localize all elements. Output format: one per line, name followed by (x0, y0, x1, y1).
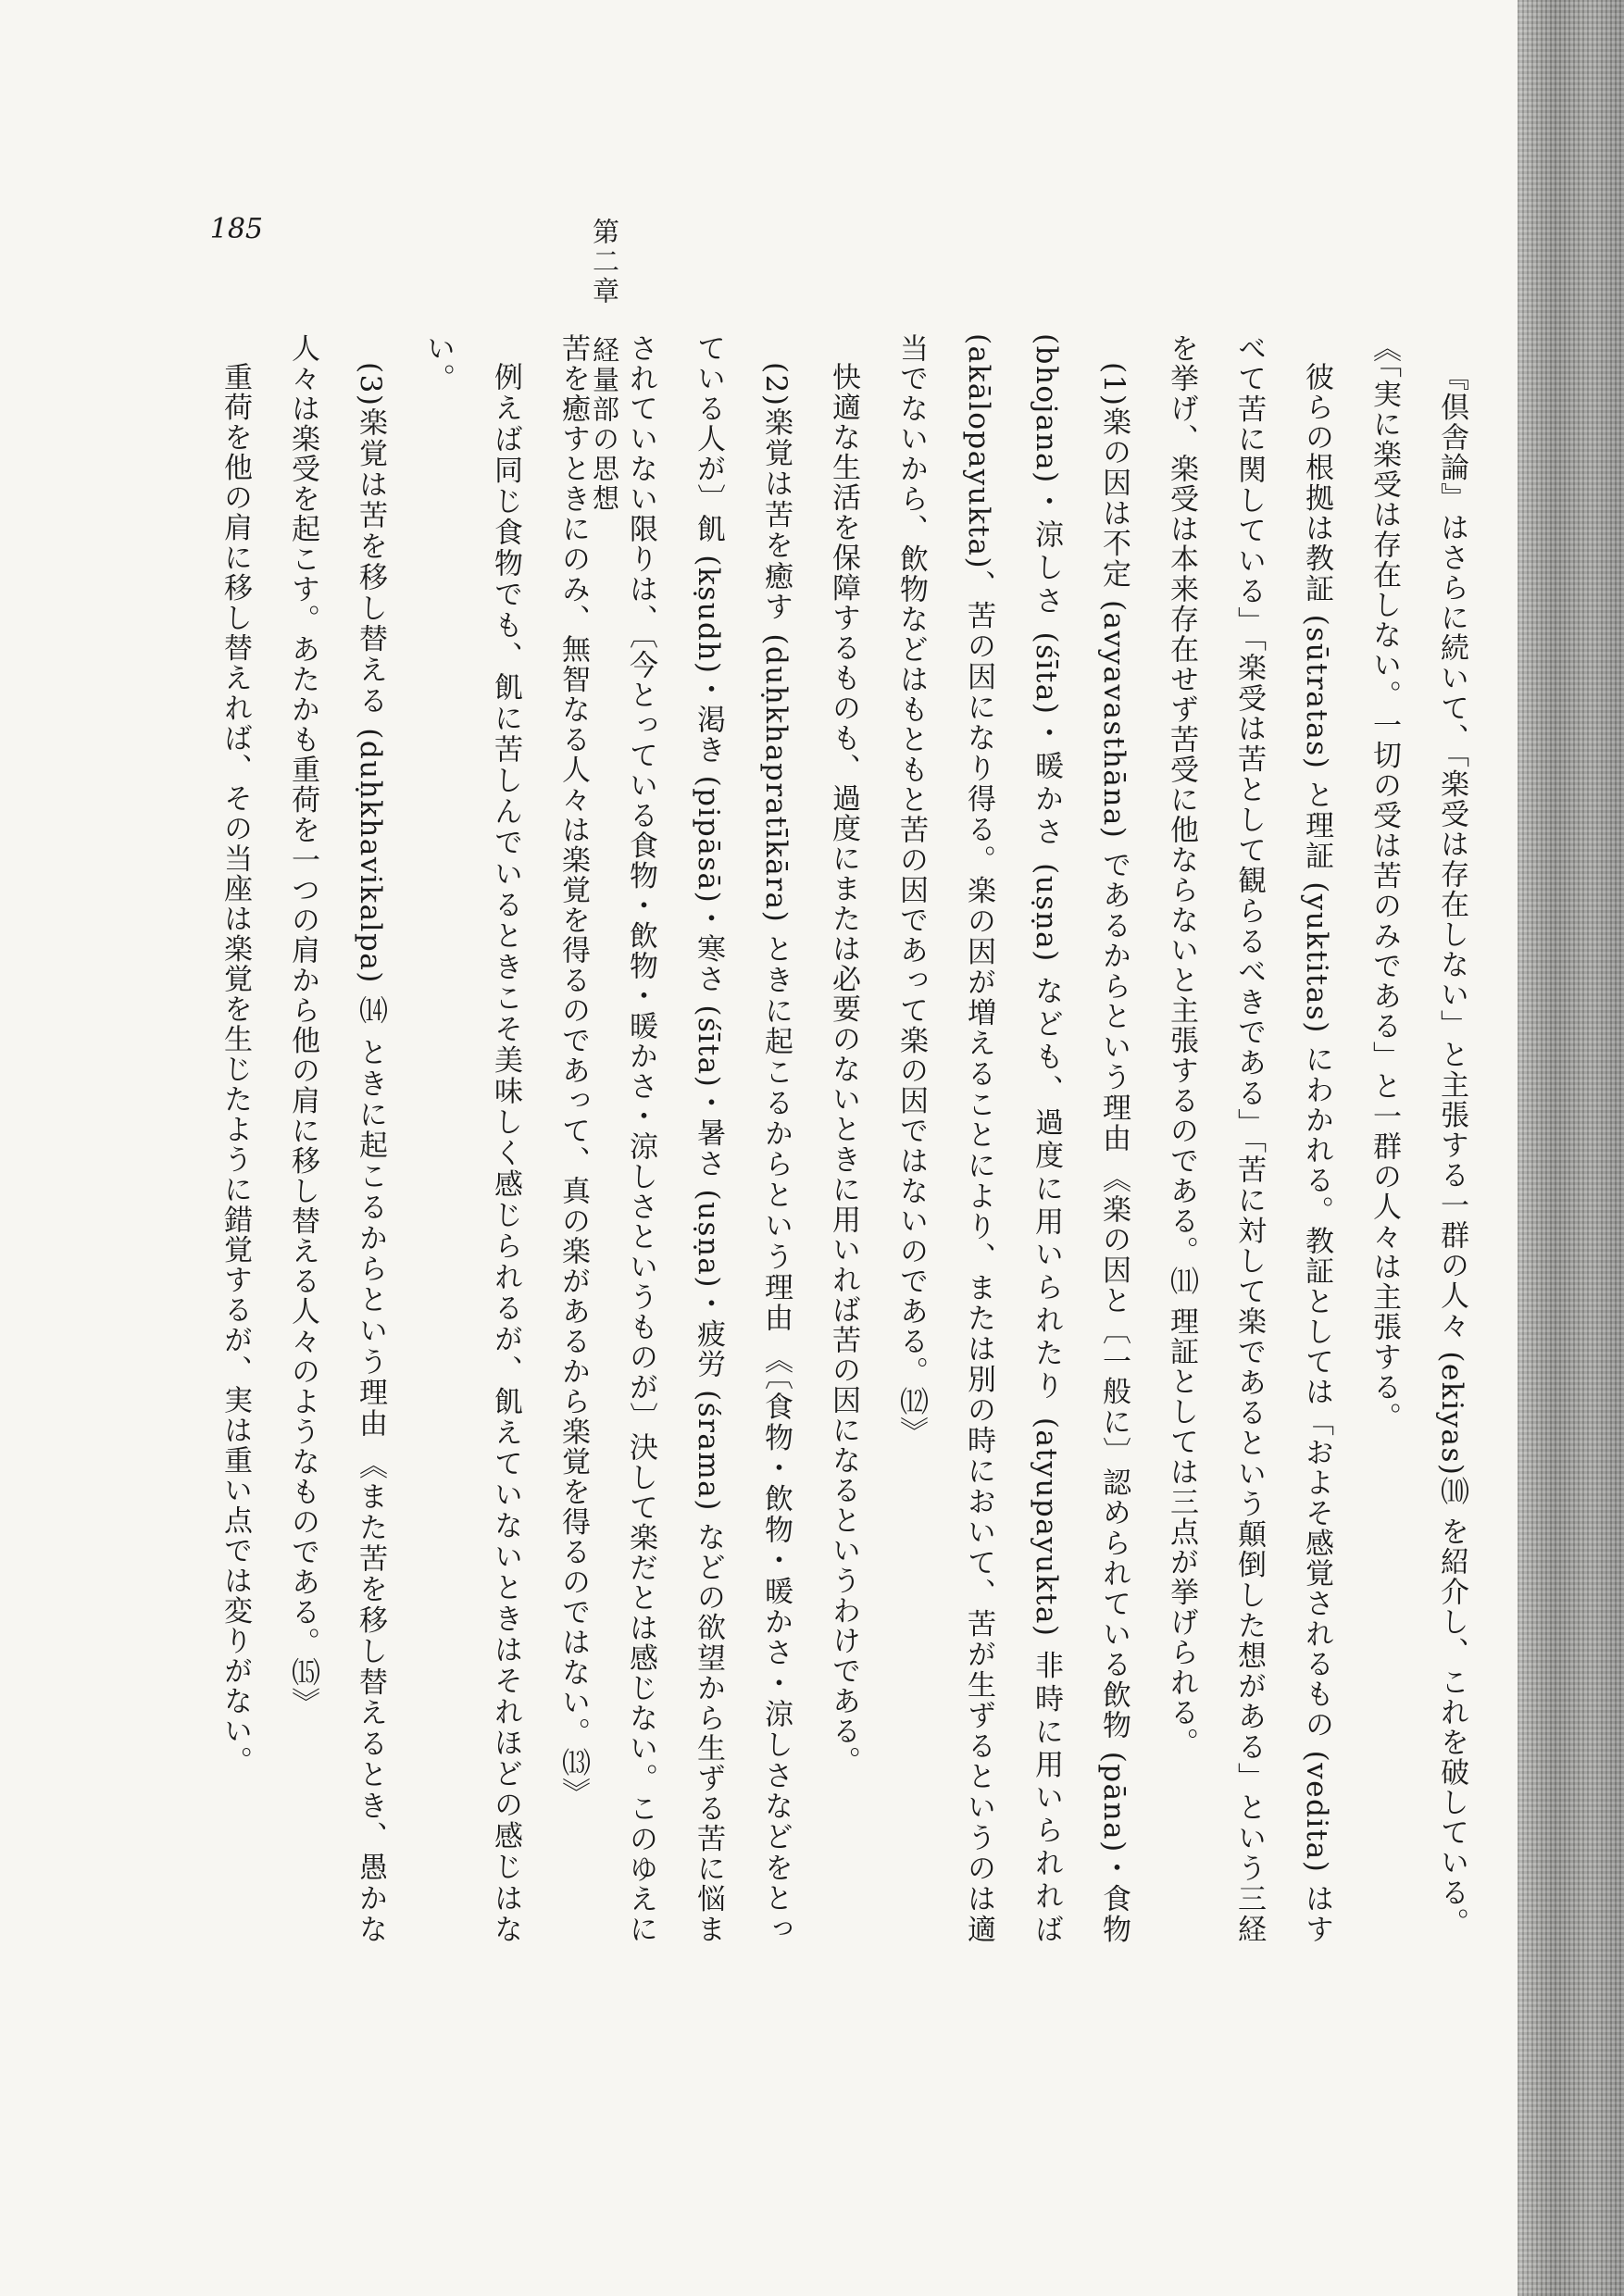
scan-shadow-edge (1518, 0, 1624, 2296)
paragraph: 重荷を他の肩に移し替えれば、その当座は楽覚を生じたように錯覚するが、実は重い点では変りがない。 (219, 362, 252, 1777)
paragraph: 『倶舎論』はさらに続いて、「楽受は存在しない」と主張する一群の人々 (ekiyas)⑽ を紹介し、これを破している。 (1435, 362, 1468, 1939)
paragraph: 彼らの根拠は教証 (sūtratas) と理証 (yuktitas) にわかれる。教証としては「およそ感覚されるもの (vedita) はすべて苦に関している」「楽受は苦として観らるべきである」「苦に対して楽であるという顛倒した想がある」という三経を挙げ、楽受は本来存在せず苦受に他ならないと主張するのである。⑾ 理証としては三点が挙げられる。 (1165, 333, 1333, 1944)
paragraph: (1)楽の因は不定 (avyavasthāna) であるからという理由 《楽の因と〔一般に〕認められている飲物 (pāna)・食物 (bhojana)・涼しさ (śīta)・暖かさ (uṣṇa) なども、過度に用いられたり (atyupayukta) 非時に用いられれば (akālopayukta)、苦の因になり得る。楽の因が増えることにより、または別の時において、苦が生ずるというのは適当でないから、飲物などはもともと苦の因であって楽の因ではないのである。⑿》 (894, 333, 1131, 1944)
paragraph: (2)楽覚は苦を癒す (duḥkhapratīkāra) ときに起こるからという理由 《〔食物・飲物・暖かさ・涼しさなどをとっている人が〕飢 (kṣudh)・渇き (pipāsā)・寒さ (śīta)・暑さ (uṣṇa)・疲労 (śrama) などの欲望から生ずる苦に悩まされていない限りは、〔今とっている食物・飲物・暖かさ・涼しさというものが〕決して楽だとは感じない。このゆえに苦を癒すときにのみ、無智なる人々は楽覚を得るのであって、真の楽があるから楽覚を得るのではない。⒀》 (556, 333, 793, 1944)
paragraph: 例えば同じ食物でも、飢に苦しんでいるときこそ美味しく感じられるが、飢えていないときはそれほどの感じはない。 (421, 333, 522, 1945)
paragraph: (3)楽覚は苦を移し替える (duḥkhavikalpa) ⒁ ときに起こるからという理由 《また苦を移し替えるとき、愚かな人々は楽受を起こす。あたかも重荷を一つの肩から他の肩に移し替える人々のようなものである。⒂》 (286, 333, 387, 1944)
body-text (201, 333, 1485, 1944)
running-head: 第二章 経量部の思想 (589, 218, 620, 514)
paragraph: 《「実に楽受は存在しない。一切の受は苦のみである」と一群の人々は主張する。 (1368, 333, 1401, 1432)
page-number: 185 (209, 213, 263, 245)
paragraph: 快適な生活を保障するものも、過度にまたは必要のないときに用いれば苦の因になるというわけである。 (827, 362, 860, 1777)
